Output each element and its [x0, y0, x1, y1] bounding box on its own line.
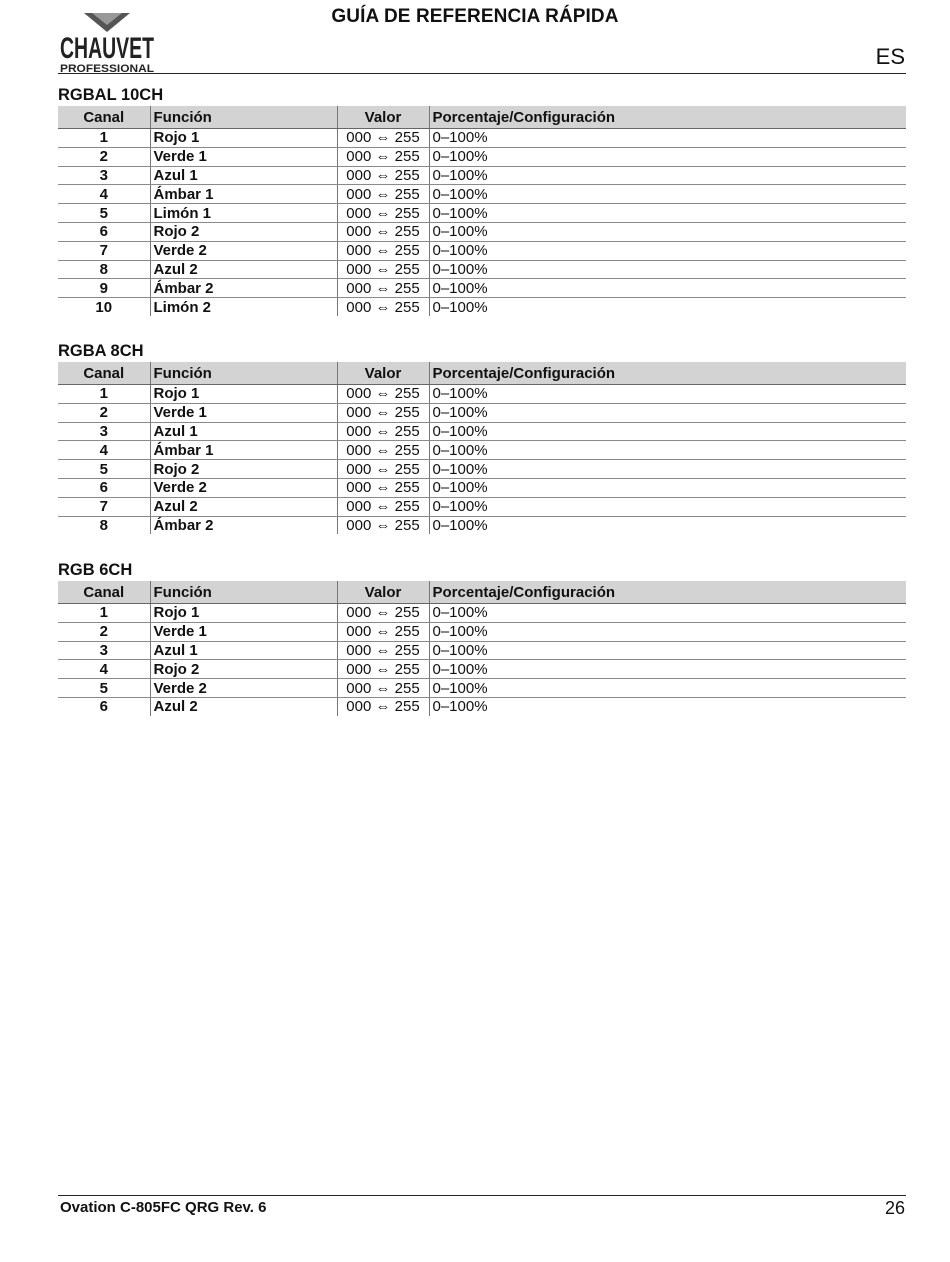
cell-pct: 0–100%: [429, 516, 906, 534]
cell-pct: 0–100%: [429, 403, 906, 422]
table-row: [58, 147, 906, 166]
cell-valor: 000 ⇔ 255: [337, 497, 429, 516]
cell-valor: 000 ⇔ 255: [337, 460, 429, 479]
cell-valor: 000 ⇔ 255: [337, 279, 429, 298]
cell-funcion: Ámbar 1: [150, 441, 337, 460]
cell-canal: 2: [58, 403, 150, 422]
cell-canal: 4: [58, 185, 150, 204]
channel-table: [58, 362, 906, 534]
table-row: [58, 422, 906, 441]
table-row: [58, 497, 906, 516]
cell-funcion: Verde 1: [150, 147, 337, 166]
col-header-valor: Valor: [337, 581, 429, 604]
cell-funcion: Azul 2: [150, 697, 337, 715]
table-row: [58, 641, 906, 660]
cell-valor: 000 ⇔ 255: [337, 478, 429, 497]
cell-valor: 000 ⇔ 255: [337, 241, 429, 260]
cell-valor: 000 ⇔ 255: [337, 697, 429, 715]
cell-canal: 5: [58, 460, 150, 479]
cell-canal: 8: [58, 260, 150, 279]
cell-funcion: Rojo 2: [150, 660, 337, 679]
cell-funcion: Rojo 1: [150, 604, 337, 623]
cell-pct: 0–100%: [429, 241, 906, 260]
cell-valor: 000 ⇔ 255: [337, 660, 429, 679]
cell-canal: 2: [58, 147, 150, 166]
col-header-canal: Canal: [58, 362, 150, 385]
table-row: [58, 204, 906, 223]
cell-funcion: Azul 2: [150, 260, 337, 279]
cell-canal: 9: [58, 279, 150, 298]
cell-pct: 0–100%: [429, 185, 906, 204]
cell-valor: 000 ⇔ 255: [337, 147, 429, 166]
table-row: [58, 460, 906, 479]
cell-canal: 1: [58, 129, 150, 148]
cell-funcion: Verde 1: [150, 403, 337, 422]
table-row: [58, 403, 906, 422]
cell-valor: 000 ⇔ 255: [337, 516, 429, 534]
cell-canal: 1: [58, 385, 150, 404]
cell-funcion: Limón 1: [150, 204, 337, 223]
cell-valor: 000 ⇔ 255: [337, 260, 429, 279]
cell-pct: 0–100%: [429, 147, 906, 166]
section-title: RGB 6CH: [58, 561, 133, 579]
cell-canal: 4: [58, 441, 150, 460]
cell-pct: 0–100%: [429, 622, 906, 641]
cell-valor: 000 ⇔ 255: [337, 385, 429, 404]
cell-pct: 0–100%: [429, 222, 906, 241]
table-header-row: [58, 581, 906, 604]
cell-valor: 000 ⇔ 255: [337, 129, 429, 148]
section-rgba-8ch: [58, 340, 906, 534]
cell-valor: 000 ⇔ 255: [337, 222, 429, 241]
cell-pct: 0–100%: [429, 385, 906, 404]
cell-pct: 0–100%: [429, 697, 906, 715]
cell-funcion: Ámbar 2: [150, 279, 337, 298]
cell-pct: 0–100%: [429, 604, 906, 623]
cell-canal: 4: [58, 660, 150, 679]
cell-funcion: Rojo 2: [150, 222, 337, 241]
table-row: [58, 604, 906, 623]
cell-funcion: Azul 1: [150, 422, 337, 441]
table-row: [58, 129, 906, 148]
table-header-row: [58, 362, 906, 385]
chauvet-logo: [58, 12, 156, 74]
cell-funcion: Verde 2: [150, 478, 337, 497]
table-row: [58, 185, 906, 204]
cell-funcion: Rojo 1: [150, 129, 337, 148]
cell-pct: 0–100%: [429, 478, 906, 497]
cell-funcion: Ámbar 1: [150, 185, 337, 204]
logo-brand: CHAUVET: [60, 32, 154, 65]
table-row: [58, 679, 906, 698]
col-header-funcion: Función: [150, 581, 337, 604]
cell-canal: 2: [58, 622, 150, 641]
col-header-pct: Porcentaje/Configuración: [429, 581, 906, 604]
cell-pct: 0–100%: [429, 204, 906, 223]
cell-canal: 8: [99, 516, 108, 534]
footer-doc-title: Ovation C-805FC QRG Rev. 6: [60, 1199, 267, 1216]
table-row: [58, 222, 906, 241]
language-code: ES: [875, 44, 905, 69]
table-row: [58, 441, 906, 460]
table-row: [58, 241, 906, 260]
section-title: RGBAL 10CH: [58, 86, 164, 104]
col-header-funcion: Función: [150, 362, 337, 385]
cell-valor: 000 ⇔ 255: [337, 298, 429, 316]
cell-funcion: Verde 2: [150, 241, 337, 260]
cell-canal: 1: [58, 604, 150, 623]
page-number: 26: [884, 1198, 905, 1218]
cell-canal: 7: [58, 497, 150, 516]
cell-funcion: Rojo 1: [150, 385, 337, 404]
cell-funcion: Ámbar 2: [150, 516, 337, 534]
cell-pct: 0–100%: [429, 279, 906, 298]
col-header-pct: Porcentaje/Configuración: [429, 106, 906, 129]
cell-pct: 0–100%: [429, 260, 906, 279]
section-rgbal-10ch: [58, 84, 906, 316]
cell-funcion: Rojo 2: [150, 460, 337, 479]
logo-sub: PROFESSIONAL: [60, 63, 155, 75]
page-header-title: GUÍA DE REFERENCIA RÁPIDA: [331, 6, 619, 27]
cell-funcion: Limón 2: [150, 298, 337, 316]
table-row: [58, 478, 906, 497]
col-header-valor: Valor: [337, 106, 429, 129]
table-row: [58, 385, 906, 404]
col-header-funcion: Función: [150, 106, 337, 129]
cell-canal: 3: [58, 422, 150, 441]
cell-canal: 6: [99, 698, 108, 716]
channel-table: [58, 581, 906, 716]
table-row: [58, 166, 906, 185]
cell-valor: 000 ⇔ 255: [337, 622, 429, 641]
table-row: [58, 279, 906, 298]
table-row: [58, 516, 906, 534]
cell-pct: 0–100%: [429, 422, 906, 441]
cell-canal: 3: [58, 166, 150, 185]
table-row: [58, 622, 906, 641]
col-header-pct: Porcentaje/Configuración: [429, 362, 906, 385]
cell-funcion: Azul 1: [150, 641, 337, 660]
cell-funcion: Verde 2: [150, 679, 337, 698]
section-title: RGBA 8CH: [58, 342, 144, 360]
cell-pct: 0–100%: [429, 298, 906, 316]
cell-valor: 000 ⇔ 255: [337, 604, 429, 623]
footer-rule: [58, 1195, 906, 1196]
cell-valor: 000 ⇔ 255: [337, 641, 429, 660]
table-row: [58, 260, 906, 279]
cell-valor: 000 ⇔ 255: [337, 441, 429, 460]
cell-canal: 5: [58, 204, 150, 223]
cell-canal: 6: [58, 222, 150, 241]
cell-pct: 0–100%: [429, 497, 906, 516]
header-rule: [58, 73, 906, 74]
section-rgb-6ch: [58, 559, 906, 716]
cell-valor: 000 ⇔ 255: [337, 403, 429, 422]
col-header-valor: Valor: [337, 362, 429, 385]
cell-pct: 0–100%: [429, 641, 906, 660]
cell-pct: 0–100%: [429, 441, 906, 460]
cell-pct: 0–100%: [429, 660, 906, 679]
cell-canal: 10: [95, 298, 113, 316]
cell-valor: 000 ⇔ 255: [337, 185, 429, 204]
cell-valor: 000 ⇔ 255: [337, 204, 429, 223]
cell-canal: 3: [58, 641, 150, 660]
cell-pct: 0–100%: [429, 129, 906, 148]
table-row: [58, 697, 906, 715]
cell-pct: 0–100%: [429, 460, 906, 479]
cell-pct: 0–100%: [429, 166, 906, 185]
cell-funcion: Azul 2: [150, 497, 337, 516]
table-row: [58, 298, 906, 316]
cell-valor: 000 ⇔ 255: [337, 679, 429, 698]
channel-table: [58, 106, 906, 316]
cell-canal: 5: [58, 679, 150, 698]
cell-funcion: Azul 1: [150, 166, 337, 185]
col-header-canal: Canal: [58, 581, 150, 604]
table-header-row: [58, 106, 906, 129]
col-header-canal: Canal: [58, 106, 150, 129]
table-row: [58, 660, 906, 679]
cell-pct: 0–100%: [429, 679, 906, 698]
cell-canal: 6: [58, 478, 150, 497]
cell-funcion: Verde 1: [150, 622, 337, 641]
cell-valor: 000 ⇔ 255: [337, 166, 429, 185]
cell-canal: 7: [58, 241, 150, 260]
cell-valor: 000 ⇔ 255: [337, 422, 429, 441]
